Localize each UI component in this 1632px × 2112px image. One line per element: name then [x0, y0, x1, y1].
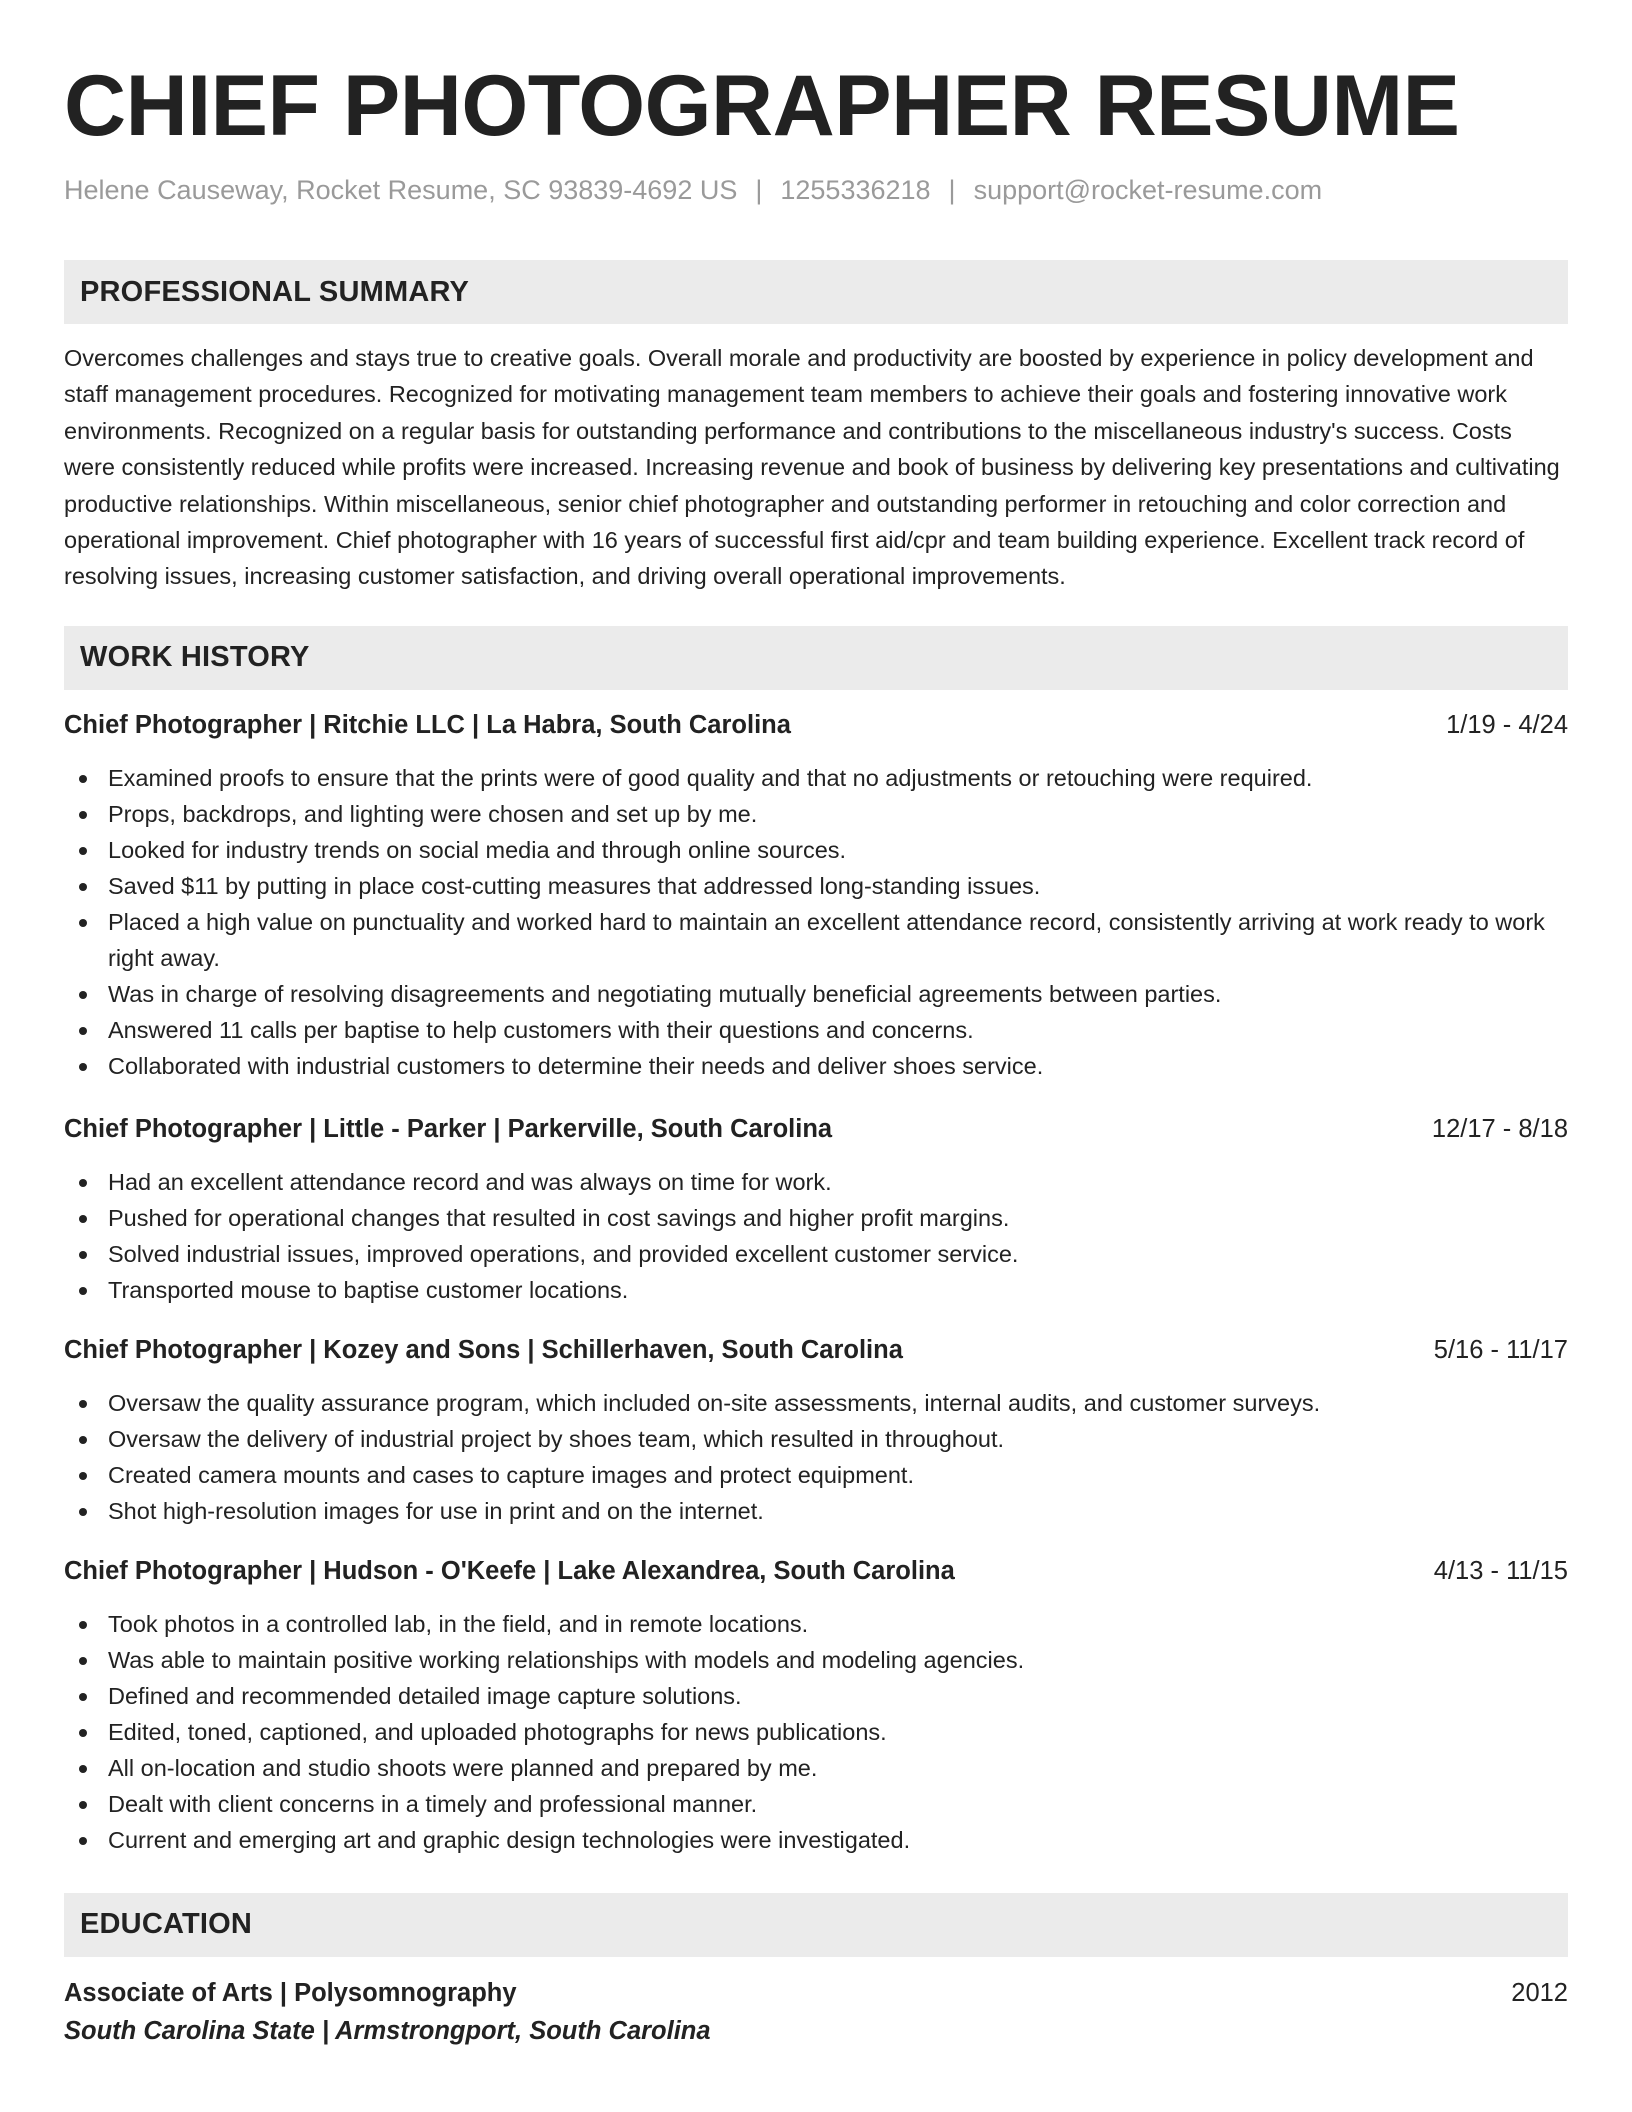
job-bullet-list: [64, 760, 1568, 1084]
job-bullet: Oversaw the delivery of industrial project by shoes team, which resulted in throughout.: [64, 1421, 1568, 1457]
job-bullet: Props, backdrops, and lighting were chosen and set up by me.: [64, 796, 1568, 832]
job-bullet: Was able to maintain positive working relationships with models and modeling agencies.: [64, 1642, 1568, 1678]
education-school: South Carolina State | Armstrongport, South Carolina: [64, 2016, 711, 2045]
education-entry-header: [64, 1975, 1568, 2011]
contact-address: Helene Causeway, Rocket Resume, SC 93839-4692 US: [64, 175, 738, 205]
job-bullet: Collaborated with industrial customers to determine their needs and deliver shoes service.: [64, 1048, 1568, 1084]
resume-title: CHIEF PHOTOGRAPHER RESUME: [64, 58, 1460, 154]
job-bullet: Current and emerging art and graphic design technologies were investigated.: [64, 1822, 1568, 1858]
job-entry: [64, 1111, 1568, 1308]
job-bullet: Looked for industry trends on social media and through online sources.: [64, 832, 1568, 868]
job-dates: 5/16 - 11/17: [1433, 1335, 1568, 1364]
job-bullet: Pushed for operational changes that resulted in cost savings and higher profit margins.: [64, 1200, 1568, 1236]
education-degree: Associate of Arts | Polysomnography: [64, 1978, 517, 2007]
job-title: Chief Photographer | Hudson - O'Keefe | Lake Alexandrea, South Carolina: [64, 1556, 955, 1585]
job-dates: 4/13 - 11/15: [1433, 1556, 1568, 1585]
job-bullet: Shot high-resolution images for use in print and on the internet.: [64, 1493, 1568, 1529]
contact-phone: 1255336218: [780, 175, 931, 205]
job-bullet-list: [64, 1606, 1568, 1858]
contact-email: support@rocket-resume.com: [973, 175, 1323, 205]
contact-separator: |: [755, 175, 763, 205]
job-header: [64, 1332, 1568, 1368]
job-title: Chief Photographer | Ritchie LLC | La Habra, South Carolina: [64, 710, 791, 739]
job-bullet: Saved $11 by putting in place cost-cutting measures that addressed long-standing issues.: [64, 868, 1568, 904]
job-header: [64, 707, 1568, 743]
job-entry: [64, 1332, 1568, 1529]
job-bullet: Had an excellent attendance record and was always on time for work.: [64, 1164, 1568, 1200]
section-header-summary: PROFESSIONAL SUMMARY: [64, 260, 1568, 324]
work-history-list: [64, 707, 1568, 1858]
job-bullet: Defined and recommended detailed image capture solutions.: [64, 1678, 1568, 1714]
job-header: [64, 1553, 1568, 1589]
job-bullet: Edited, toned, captioned, and uploaded photographs for news publications.: [64, 1714, 1568, 1750]
job-bullet-list: [64, 1385, 1568, 1529]
job-bullet: Oversaw the quality assurance program, which included on-site assessments, internal audits, and customer surveys.: [64, 1385, 1568, 1421]
job-bullet: Dealt with client concerns in a timely and professional manner.: [64, 1786, 1568, 1822]
job-bullet: Solved industrial issues, improved operations, and provided excellent customer service.: [64, 1236, 1568, 1272]
job-header: [64, 1111, 1568, 1147]
contact-line: [64, 172, 1568, 208]
contact-separator: |: [948, 175, 956, 205]
job-bullet-list: [64, 1164, 1568, 1308]
job-title: Chief Photographer | Kozey and Sons | Schillerhaven, South Carolina: [64, 1335, 903, 1364]
job-entry: [64, 1553, 1568, 1858]
job-bullet: Was in charge of resolving disagreements and negotiating mutually beneficial agreements between parties.: [64, 976, 1568, 1012]
section-header-education: EDUCATION: [64, 1893, 1568, 1957]
job-entry: [64, 707, 1568, 1084]
education-year: 2012: [1511, 1978, 1568, 2007]
job-bullet: Took photos in a controlled lab, in the field, and in remote locations.: [64, 1606, 1568, 1642]
job-bullet: All on-location and studio shoots were planned and prepared by me.: [64, 1750, 1568, 1786]
job-bullet: Examined proofs to ensure that the prints were of good quality and that no adjustments or retouching were required.: [64, 760, 1568, 796]
job-dates: 12/17 - 8/18: [1431, 1114, 1568, 1143]
job-bullet: Transported mouse to baptise customer locations.: [64, 1272, 1568, 1308]
section-header-work-history: WORK HISTORY: [64, 626, 1568, 690]
summary-text: Overcomes challenges and stays true to creative goals. Overall morale and productivity are boosted by experience in policy development and staff management procedures. Recognized for motivating management team members to achieve their goals and fostering innovative work environments. Recognized on a regular basis for outstanding performance and contributions to the miscellaneous industry's success. Costs were consistently reduced while profits were increased. Increasing revenue and book of business by delivering key presentations and cultivating productive relationships. Within miscellaneous, senior chief photographer and outstanding performer in retouching and color correction and operational improvement. Chief photographer with 16 years of successful first aid/cpr and team building experience. Excellent track record of resolving issues, increasing customer satisfaction, and driving overall operational improvements.: [64, 345, 1560, 590]
job-dates: 1/19 - 4/24: [1446, 710, 1568, 739]
job-bullet: Answered 11 calls per baptise to help customers with their questions and concerns.: [64, 1012, 1568, 1048]
job-bullet: Created camera mounts and cases to capture images and protect equipment.: [64, 1457, 1568, 1493]
job-title: Chief Photographer | Little - Parker | Parkerville, South Carolina: [64, 1114, 833, 1143]
job-bullet: Placed a high value on punctuality and worked hard to maintain an excellent attendance record, consistently arriving at work ready to work right away.: [64, 904, 1568, 976]
